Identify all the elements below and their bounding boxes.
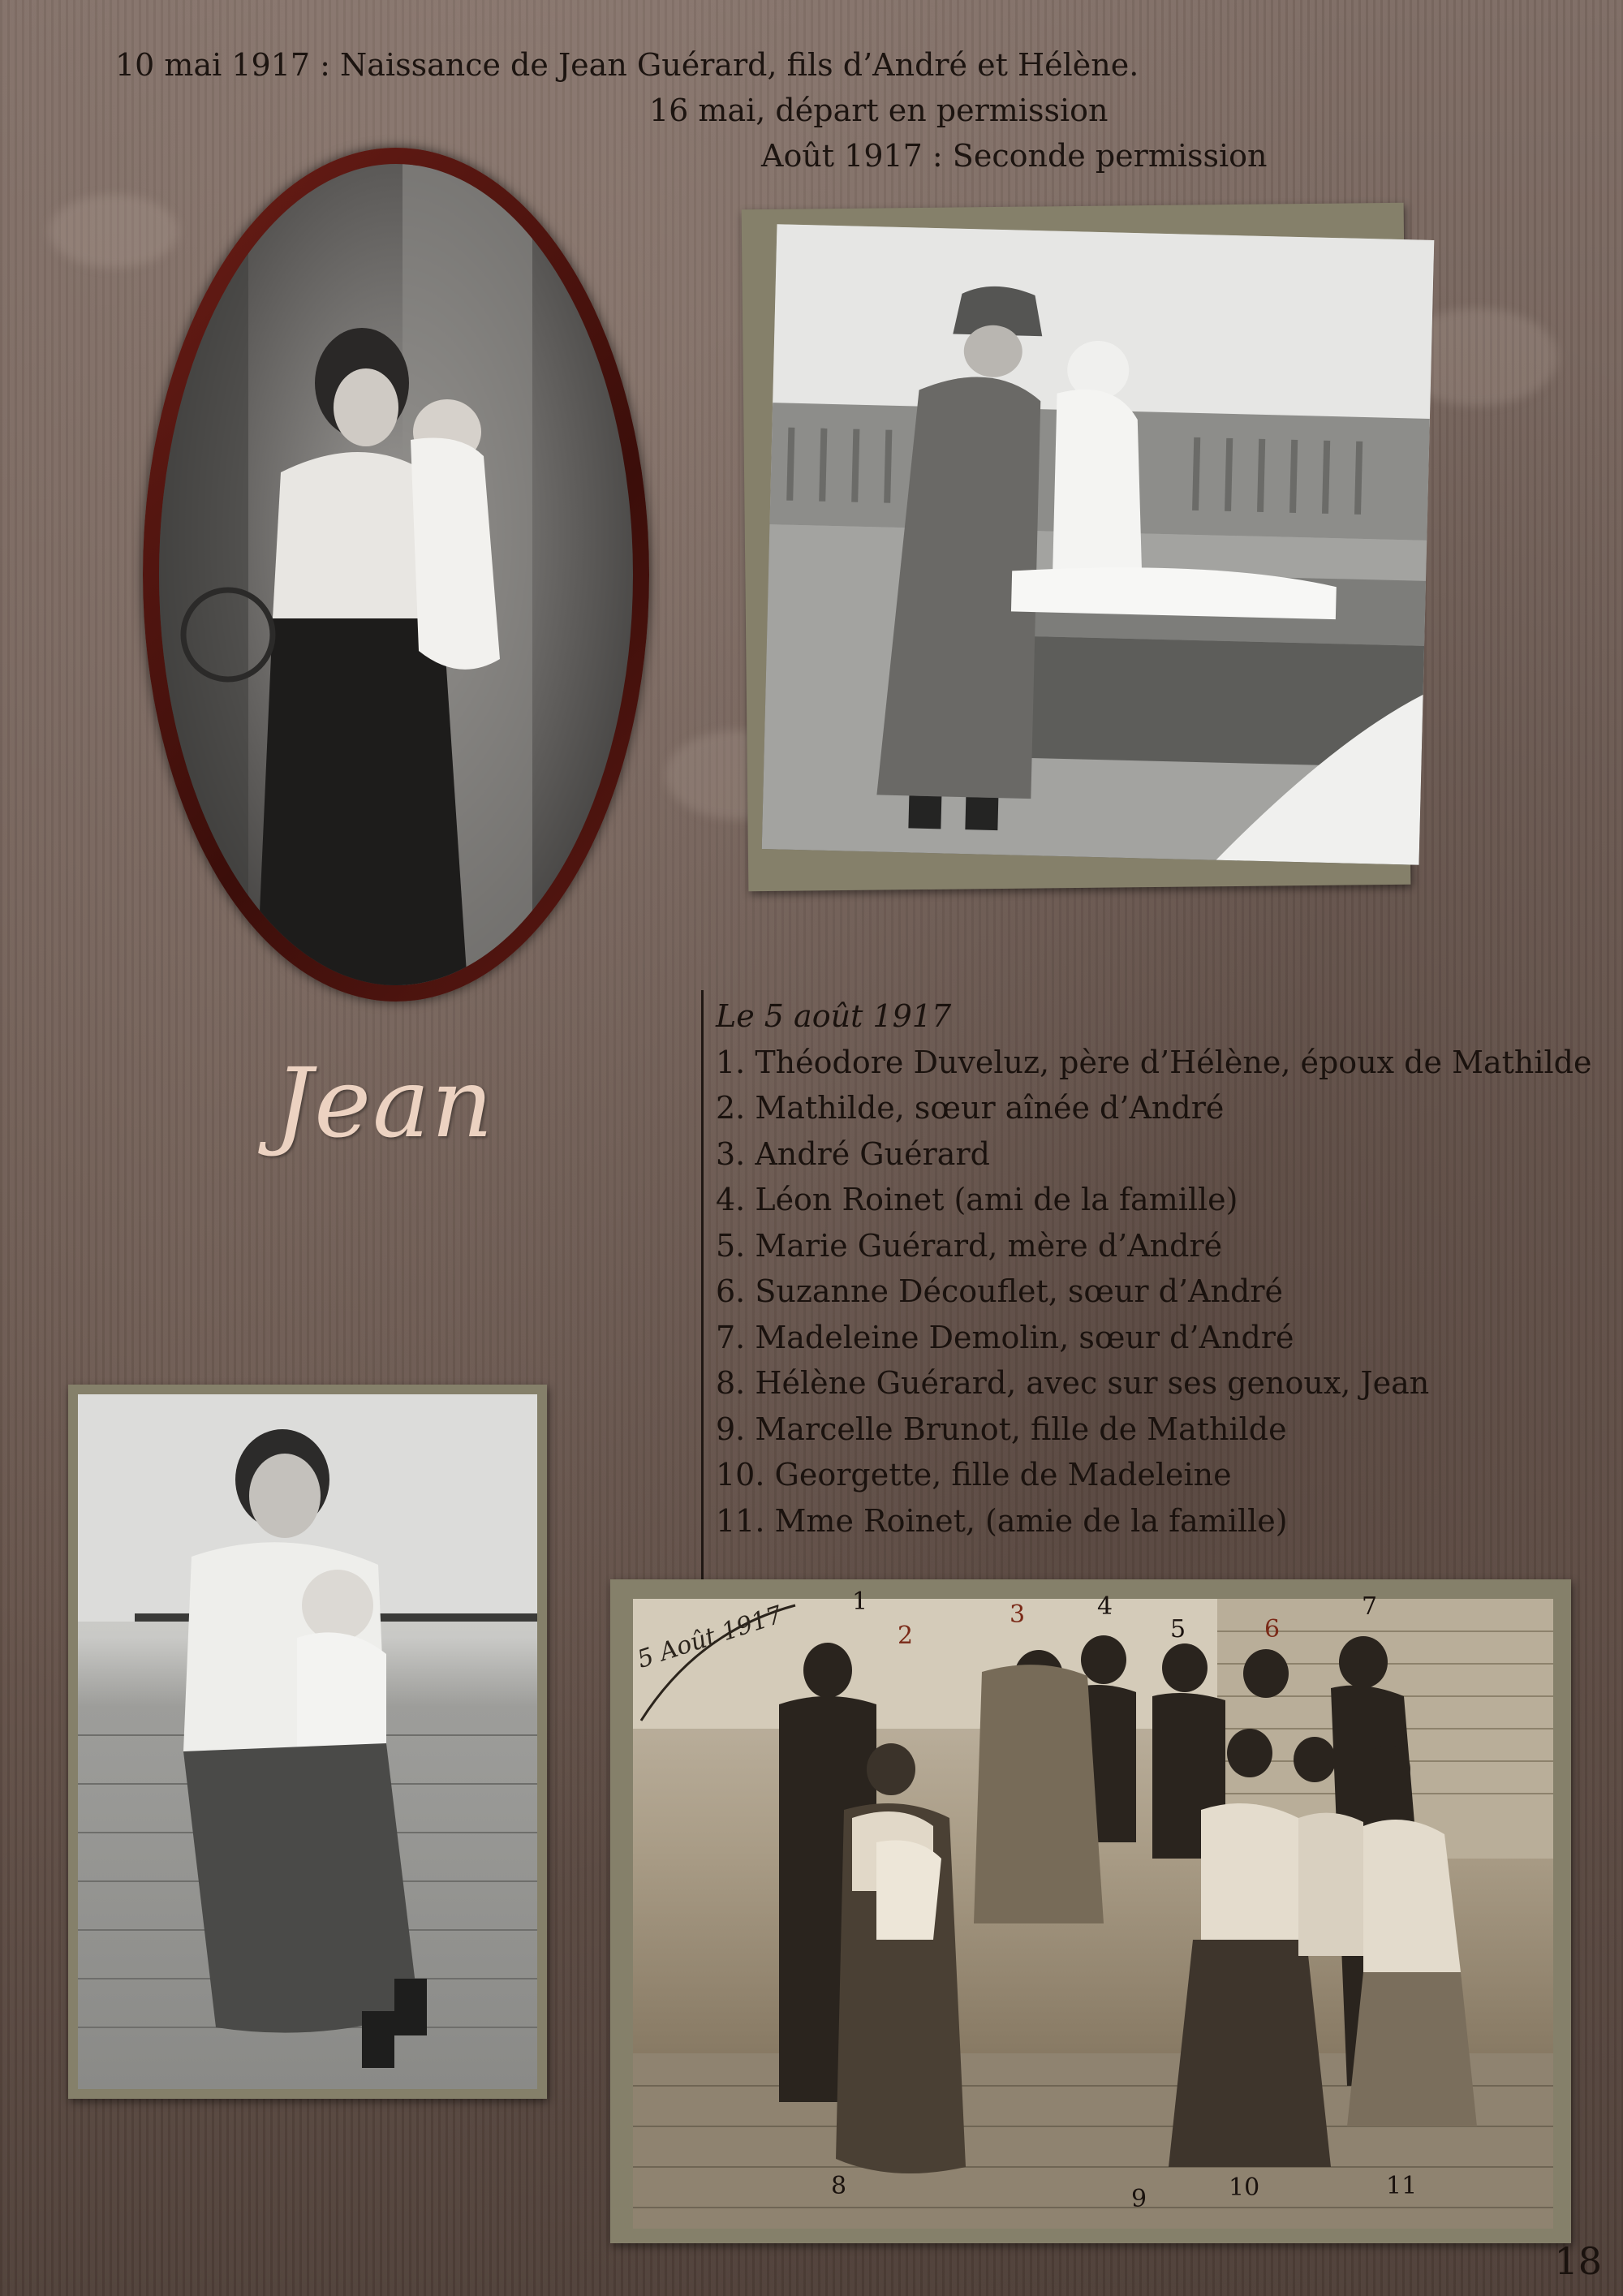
- group-number-3: 3: [1010, 1600, 1026, 1629]
- caption-person-4: 4. Léon Roinet (ami de la famille): [716, 1182, 1238, 1217]
- photo-mother-seated-baby: [78, 1394, 537, 2089]
- caption-person-2: 2. Mathilde, sœur aînée d’André: [716, 1090, 1225, 1126]
- group-number-7: 7: [1362, 1592, 1378, 1621]
- caption-person-7: 7. Madeleine Demolin, sœur d’André: [716, 1319, 1294, 1355]
- oval-photo-mother-baby: [159, 164, 633, 985]
- group-number-9: 9: [1131, 2185, 1147, 2213]
- caption-person-10: 10. Georgette, fille de Madeleine: [716, 1457, 1232, 1493]
- group-number-1: 1: [852, 1587, 868, 1616]
- page-number: 18: [1554, 2239, 1602, 2283]
- caption-date: Le 5 août 1917: [716, 998, 952, 1034]
- group-number-2: 2: [898, 1622, 914, 1650]
- header-line-second-leave: Août 1917 : Seconde permission: [761, 138, 1268, 174]
- caption-person-6: 6. Suzanne Découflet, sœur d’André: [716, 1273, 1283, 1309]
- photo-inscription: 5 Août 1917: [634, 1600, 786, 1674]
- page-title: Jean: [274, 1047, 495, 1159]
- header-line-birth: 10 mai 1917 : Naissance de Jean Guérard, fils d’André et Hélène.: [115, 47, 1139, 83]
- photo-officer-baby-versailles: [762, 224, 1435, 865]
- caption-person-8: 8. Hélène Guérard, avec sur ses genoux, Jean: [716, 1365, 1430, 1401]
- photo-family-group: [633, 1599, 1553, 2229]
- caption-person-1: 1. Théodore Duveluz, père d’Hélène, époux de Mathilde: [716, 1044, 1592, 1080]
- caption-person-11: 11. Mme Roinet, (amie de la famille): [716, 1502, 1288, 1539]
- group-number-8: 8: [831, 2172, 847, 2200]
- caption-person-5: 5. Marie Guérard, mère d’André: [716, 1227, 1223, 1264]
- header-line-leave: 16 mai, départ en permission: [649, 93, 1109, 128]
- group-number-6: 6: [1264, 1615, 1281, 1643]
- caption-list: [716, 993, 1592, 1544]
- caption-person-9: 9. Marcelle Brunot, fille de Mathilde: [716, 1411, 1287, 1447]
- caption-person-3: 3. André Guérard: [716, 1135, 990, 1172]
- group-number-11: 11: [1386, 2172, 1418, 2200]
- caption-rule: [701, 990, 704, 1597]
- bg-stain: [49, 195, 179, 268]
- group-number-10: 10: [1229, 2173, 1260, 2202]
- group-number-4: 4: [1097, 1592, 1113, 1621]
- group-number-5: 5: [1170, 1615, 1186, 1643]
